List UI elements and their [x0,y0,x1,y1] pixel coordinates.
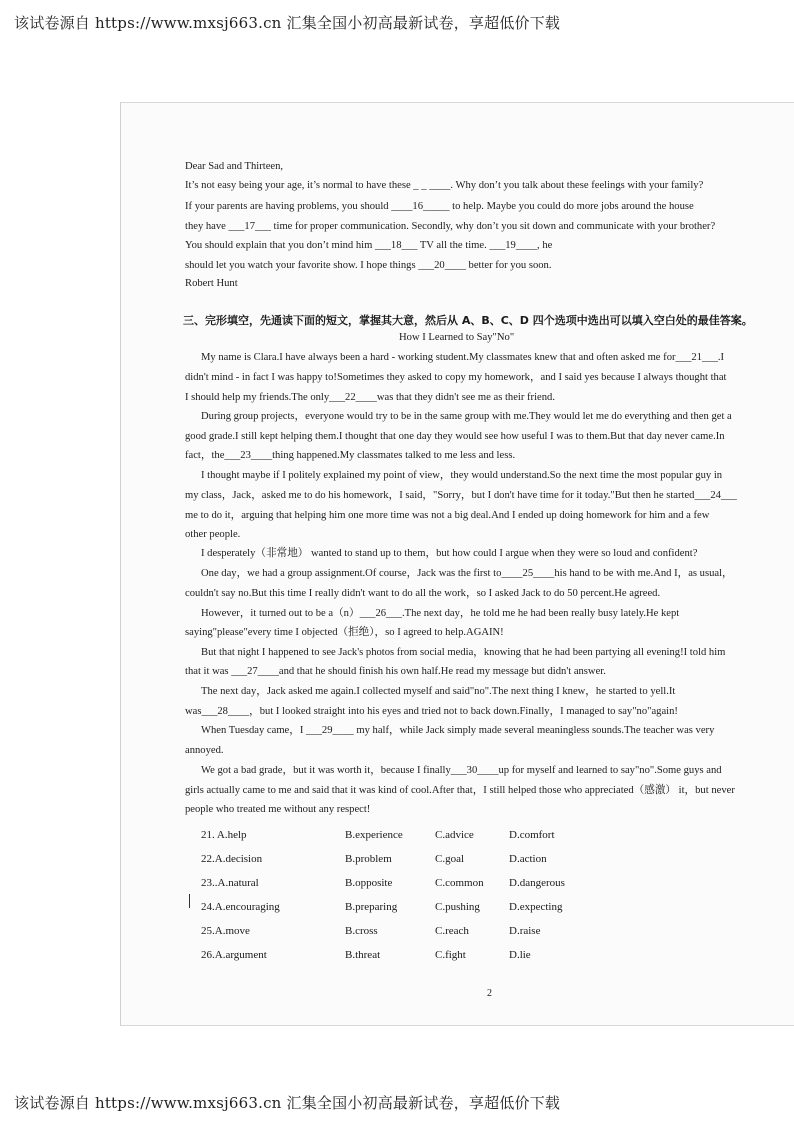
passage-line: my class，Jack，asked me to do his homework，I said，"Sorry，but I don't have time for it today."But then he started___24___ [185,490,737,501]
option-b: B.opposite [345,877,393,889]
letter-signature: Robert Hunt [185,278,238,289]
option-c: C.advice [435,829,474,841]
option-d: D.dangerous [509,877,565,889]
option-a: 23..A.natural [201,877,259,889]
option-b: B.experience [345,829,403,841]
option-c: C.common [435,877,484,889]
option-c: C.pushing [435,901,480,913]
margin-mark [189,894,190,908]
source-banner-top: 该试卷源自 https://www.mxsj663.cn 汇集全国小初高最新试卷，享超低价下载 [14,14,561,32]
letter-line: If your parents are having problems, you should ____16_____ to help. Maybe you could do more jobs around the house [185,201,694,212]
option-c: C.reach [435,925,469,937]
option-b: B.threat [345,949,381,961]
passage-line: people who treated me without any respect! [185,804,371,815]
passage-line: girls actually came to me and said that it was kind of cool.After that，I still helped those who appreciated（感激） it，but never [185,785,735,796]
scanned-page [120,102,794,1026]
passage-line: I thought maybe if I politely explained my point of view，they would understand.So the next time the most popular guy in [201,470,723,481]
passage-line: other people. [185,529,241,540]
page-number: 2 [487,988,492,999]
letter-line: It’s not easy being your age, it’s normal to have these _ _ ____. Why don’t you talk about these feelings with your family? [185,180,704,191]
passage-line: fact，the___23____thing happened.My classmates talked to me less and less. [185,450,516,461]
passage-title: How I Learned to Say"No" [399,332,515,343]
passage-line: When Tuesday came，I ___29____ my half，while Jack simply made several meaningless sounds.The teacher was very [201,725,715,736]
option-a: 25.A.move [201,925,250,937]
passage-line: me to do it，arguing that helping him one more time was not a big deal.And I ended up doing homework for him and a few [185,510,710,521]
option-b: B.preparing [345,901,398,913]
passage-line: One day，we had a group assignment.Of course，Jack was the first to____25____his hand to be with me.And I，as usual， [201,568,733,579]
letter-line: they have ___17___ time for proper communication. Secondly, why don’t you sit down and communicate with your brother? [185,221,716,232]
option-a: 22.A.decision [201,853,263,865]
option-d: D.raise [509,925,541,937]
passage-line: But that night I happened to see Jack's photos from social media，knowing that he had been partying all evening!I told him [201,647,726,658]
passage-line: that it was ___27____and that he should finish his own half.He read my message but didn't answer. [185,666,606,677]
passage-line: didn't mind - in fact I was happy to!Sometimes they asked to copy my homework，and I said yes because I always thought that [185,372,727,383]
option-d: D.expecting [509,901,563,913]
letter-line: You should explain that you don’t mind him ___18___ TV all the time. ___19____, he [185,240,553,251]
passage-line: couldn't say no.But this time I really didn't want to do all the work，so I asked Jack to do 50 percent.He agreed. [185,588,661,599]
section-heading: 三、完形填空，先通读下面的短文，掌握其大意，然后从 A、B、C、D 四个选项中选出可以填入空白处的最佳答案。 [183,314,753,327]
passage-line: saying"please"every time I objected（拒绝），so I agreed to help.AGAIN! [185,627,504,638]
option-a: 21. A.help [201,829,247,841]
passage-line: The next day，Jack asked me again.I collected myself and said"no".The next thing I knew，he started to yell.It [201,686,676,697]
option-b: B.cross [345,925,378,937]
passage-line: was___28____，but I looked straight into his eyes and tried not to back down.Finally，I managed to say"no"again! [185,706,678,717]
option-a: 24.A.encouraging [201,901,280,913]
passage-line: However，it turned out to be a（n）___26___.The next day，he told me he had been really busy lately.He kept [201,608,680,619]
passage-line: annoyed. [185,745,224,756]
passage-line: I desperately（非常地） wanted to stand up to them，but how could I argue when they were so loud and confident? [201,548,698,559]
letter-line: should let you watch your favorite show. I hope things ___20____ better for you soon. [185,260,552,271]
passage-line: We got a bad grade，but it was worth it，because I finally___30____up for myself and learned to say"no".Some guys and [201,765,722,776]
source-banner-bottom: 该试卷源自 https://www.mxsj663.cn 汇集全国小初高最新试卷，享超低价下载 [14,1094,561,1112]
option-c: C.goal [435,853,465,865]
passage-line: good grade.I still kept helping them.I thought that one day they would see how useful I was to them.But that day never came.In [185,431,725,442]
option-a: 26.A.argument [201,949,267,961]
passage-line: During group projects，everyone would try to be in the same group with me.They would let me do everything and then get a [201,411,732,422]
option-d: D.action [509,853,547,865]
option-d: D.lie [509,949,531,961]
passage-line: I should help my friends.The only___22____was that they didn't see me as their friend. [185,392,555,403]
option-c: C.fight [435,949,466,961]
letter-line: Dear Sad and Thirteen, [185,161,284,172]
passage-line: My name is Clara.I have always been a hard - working student.My classmates knew that and often asked me for___21___.I [201,352,725,363]
option-b: B.problem [345,853,392,865]
option-d: D.comfort [509,829,555,841]
